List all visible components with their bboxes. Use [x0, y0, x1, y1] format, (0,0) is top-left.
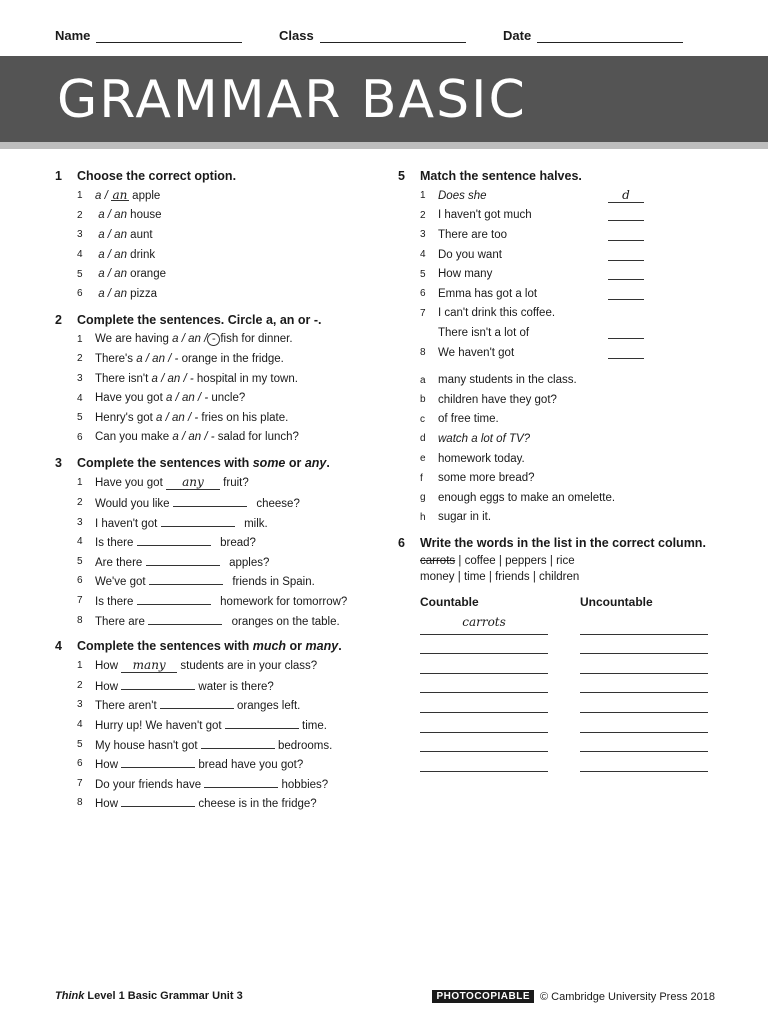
item-text: house: [126, 209, 162, 222]
item-number: 1: [77, 477, 83, 489]
list-item[interactable]: [55, 408, 385, 428]
item-number: 1: [77, 190, 83, 202]
item-text: There are: [95, 615, 149, 628]
item-number: 5: [77, 268, 83, 280]
option-text[interactable]: a / an: [98, 228, 127, 241]
answer-blank[interactable]: [608, 268, 644, 280]
option-text[interactable]: a / an: [98, 287, 127, 300]
item-text: homework for tomorrow?: [216, 595, 348, 608]
answer-line[interactable]: [580, 733, 708, 753]
separator: |: [532, 571, 536, 584]
item-text: I haven't got much: [438, 209, 532, 222]
list-item[interactable]: [55, 388, 385, 408]
answer-line[interactable]: [420, 654, 548, 674]
banner-strip: [0, 142, 768, 149]
exercise-1-heading: [55, 166, 385, 186]
answer-line[interactable]: [420, 733, 548, 753]
item-number: 4: [420, 249, 426, 261]
uncountable-header: Uncountable: [580, 595, 653, 610]
separator: |: [498, 555, 502, 568]
class-label: Class: [279, 28, 314, 43]
ending-item: [398, 508, 728, 528]
answer-blank[interactable]: [608, 229, 644, 241]
answer-blank[interactable]: [121, 756, 195, 768]
list-item: [55, 186, 385, 206]
answer-blank[interactable]: [121, 678, 195, 690]
item-letter: e: [420, 453, 426, 465]
answer-line[interactable]: [420, 693, 548, 713]
answer-blank[interactable]: [608, 327, 644, 339]
answer-many: many: [121, 659, 177, 673]
exercise-instruction: Match the sentence halves.: [420, 169, 582, 183]
item-number: 3: [420, 229, 426, 241]
item-text: students are in your class?: [177, 659, 318, 672]
answer-blank[interactable]: [146, 554, 220, 566]
answer-blank[interactable]: [137, 534, 211, 546]
item-text: cheese?: [253, 498, 300, 511]
class-blank[interactable]: [320, 29, 466, 43]
item-letter: c: [420, 413, 425, 425]
item-text: We are having: [95, 332, 173, 345]
footer-book-title: Think Level 1 Basic Grammar Unit 3: [55, 990, 243, 1002]
student-info-fields: [55, 28, 705, 46]
answer-line[interactable]: [420, 713, 548, 733]
item-text: oranges on the table.: [228, 615, 340, 628]
item-letter: h: [420, 511, 426, 523]
item-text: There isn't: [95, 372, 152, 385]
item-letter: g: [420, 492, 426, 504]
answer-blank[interactable]: [148, 613, 222, 625]
item-number: 1: [77, 660, 83, 672]
exercise-5: [398, 166, 728, 527]
answer-blank[interactable]: [173, 495, 247, 507]
item-text: How: [95, 759, 122, 772]
item-text: bread?: [216, 537, 256, 550]
list-item[interactable]: [55, 369, 385, 389]
item-number: 2: [420, 209, 426, 221]
item-text: There are too: [438, 228, 508, 241]
item-text: There isn't a lot of: [438, 326, 530, 339]
exercise-instruction: Choose the correct option.: [77, 169, 237, 183]
exercise-number: 2: [55, 312, 62, 327]
countable-header: Countable: [420, 595, 479, 610]
answer-blank[interactable]: [201, 737, 275, 749]
footer-copyright: [432, 990, 715, 1003]
item-number: 6: [77, 431, 83, 443]
answer-line[interactable]: [580, 635, 708, 655]
page-footer: [55, 990, 715, 1006]
answer-an: an: [112, 188, 128, 203]
item-number: 4: [77, 249, 83, 261]
answer-blank[interactable]: [149, 573, 223, 585]
name-field[interactable]: [55, 28, 242, 43]
ending-item: [398, 429, 728, 449]
answer-blank[interactable]: [137, 593, 211, 605]
answer-line[interactable]: [580, 752, 708, 772]
date-field[interactable]: [503, 28, 683, 43]
list-item[interactable]: [55, 245, 385, 265]
item-text: time.: [298, 719, 327, 732]
item-text: Henry's got: [95, 411, 156, 424]
item-text: cheese is in the fridge?: [195, 798, 317, 811]
item-text: Have you got: [95, 392, 166, 405]
exercise-instruction: Complete the sentences with much or many.: [77, 638, 342, 653]
list-item[interactable]: [55, 793, 385, 813]
item-text: children have they got?: [438, 393, 557, 406]
ending-item: [398, 449, 728, 469]
item-text: some more bread?: [438, 472, 535, 485]
answer-line[interactable]: [580, 713, 708, 733]
list-item: [55, 473, 385, 493]
item-number: 6: [77, 288, 83, 300]
item-number: 6: [420, 288, 426, 300]
option-text: a /: [95, 190, 111, 203]
answer-line[interactable]: [580, 615, 708, 635]
item-text: There's: [95, 352, 137, 365]
answer-blank[interactable]: [608, 209, 644, 221]
item-text: apple: [128, 190, 161, 203]
answer-line[interactable]: [580, 674, 708, 694]
answer-blank[interactable]: [204, 776, 278, 788]
word-item: time: [463, 571, 486, 584]
exercise-1: [55, 166, 385, 304]
item-number: 6: [77, 575, 83, 587]
countable-lines: [420, 615, 548, 772]
name-label: Name: [55, 28, 91, 43]
item-number: 7: [77, 594, 83, 606]
item-number: 2: [77, 497, 83, 509]
item-number: 6: [77, 758, 83, 770]
photocopiable-badge: PHOTOCOPIABLE: [432, 990, 534, 1003]
item-text: We haven't got: [438, 346, 515, 359]
item-text: fruit?: [219, 476, 249, 489]
item-text: many students in the class.: [438, 374, 577, 387]
item-number: 1: [420, 190, 426, 202]
item-text: Do you want: [438, 248, 502, 261]
list-item[interactable]: [55, 773, 385, 793]
list-item[interactable]: [55, 754, 385, 774]
item-text: oranges left.: [233, 700, 301, 713]
item-text: Do your friends have: [95, 778, 205, 791]
item-text: Emma has got a lot: [438, 287, 538, 300]
item-letter: a: [420, 374, 426, 386]
class-field[interactable]: [279, 28, 466, 43]
exercise-number: 1: [55, 169, 62, 183]
answer-line[interactable]: [420, 635, 548, 655]
answer-line[interactable]: [580, 693, 708, 713]
option-text[interactable]: a / an: [98, 248, 127, 261]
item-number: 1: [77, 333, 83, 345]
item-number: 2: [77, 209, 83, 221]
item-text: bedrooms.: [274, 739, 333, 752]
word-item: rice: [556, 555, 575, 568]
item-number: 4: [77, 718, 83, 730]
item-number: 8: [420, 347, 426, 359]
answer-line[interactable]: [420, 674, 548, 694]
list-item[interactable]: [55, 512, 385, 532]
item-number: 2: [77, 353, 83, 365]
item-text: enough eggs to make an omelette.: [438, 491, 616, 504]
word-item: children: [539, 571, 580, 584]
list-item[interactable]: [55, 225, 385, 245]
exercise-6: [398, 533, 728, 775]
separator: |: [488, 571, 492, 584]
list-item[interactable]: [55, 428, 385, 448]
item-text: milk.: [240, 517, 268, 530]
answer-blank[interactable]: [161, 515, 235, 527]
separator: |: [458, 555, 462, 568]
item-text: Would you like: [95, 498, 173, 511]
exercise-number: 4: [55, 638, 62, 653]
list-item[interactable]: [398, 206, 728, 226]
list-item[interactable]: [398, 225, 728, 245]
word-item: money: [420, 571, 455, 584]
item-number: 7: [420, 307, 426, 319]
answer-any: any: [166, 476, 220, 490]
item-text: I can't drink this coffee.: [438, 307, 556, 320]
exercise-5-heading: [398, 166, 728, 186]
item-text: water is there?: [195, 680, 274, 693]
uncountable-lines: [580, 615, 708, 772]
list-item: [55, 330, 385, 350]
right-column: [398, 166, 728, 775]
exercise-instruction: Complete the sentences with some or any.: [77, 456, 330, 471]
option-text: a / an /: [172, 332, 208, 345]
list-item[interactable]: [55, 206, 385, 226]
name-blank[interactable]: [96, 29, 242, 43]
list-item[interactable]: [55, 591, 385, 611]
item-text: Does she: [438, 189, 487, 202]
item-text: Can you make: [95, 431, 173, 444]
exercise-4-heading: [55, 636, 385, 656]
exercise-6-heading: [398, 533, 728, 553]
item-letter: f: [420, 472, 423, 484]
copyright-text: © Cambridge University Press 2018: [539, 990, 715, 1003]
option-text[interactable]: a / an: [98, 209, 127, 222]
list-item: [398, 304, 728, 324]
word-item: coffee: [464, 555, 496, 568]
item-number: 5: [77, 738, 83, 750]
exercise-number: 5: [398, 169, 405, 183]
item-number: 7: [77, 777, 83, 789]
item-text: How: [95, 798, 122, 811]
answer-d: d: [608, 189, 644, 203]
item-text: of free time.: [438, 413, 499, 426]
answer-blank[interactable]: [608, 288, 644, 300]
exercise-3-heading: [55, 453, 385, 473]
ending-item: [398, 488, 728, 508]
item-text: aunt: [126, 228, 153, 241]
word-list: [420, 553, 728, 585]
item-text: My house hasn't got: [95, 739, 201, 752]
item-text: salad for lunch?: [214, 431, 299, 444]
answer-blank[interactable]: [121, 795, 195, 807]
item-text: We've got: [95, 576, 149, 589]
exercise-3: [55, 453, 385, 630]
item-number: 8: [77, 797, 83, 809]
list-item[interactable]: [55, 734, 385, 754]
list-item[interactable]: [55, 532, 385, 552]
exercise-instruction: Write the words in the list in the correct column.: [420, 536, 706, 551]
item-text: Is there: [95, 537, 137, 550]
exercise-number: 6: [398, 536, 405, 551]
exercise-4: [55, 636, 385, 813]
list-item[interactable]: [55, 715, 385, 735]
list-item[interactable]: [55, 264, 385, 284]
list-item[interactable]: [55, 349, 385, 369]
exercise-2: [55, 310, 385, 448]
answer-blank[interactable]: [608, 347, 644, 359]
list-item: [55, 656, 385, 676]
item-text: sugar in it.: [438, 511, 492, 524]
option-text[interactable]: a / an / -: [165, 392, 209, 405]
separator: |: [457, 571, 461, 584]
word-item: friends: [495, 571, 530, 584]
item-text: apples?: [225, 556, 270, 569]
item-letter: d: [420, 433, 426, 445]
list-item[interactable]: [398, 343, 728, 363]
date-blank[interactable]: [537, 29, 683, 43]
item-text: Have you got: [95, 476, 166, 489]
separator: |: [549, 555, 553, 568]
list-item[interactable]: [398, 323, 728, 343]
item-letter: b: [420, 394, 426, 406]
item-number: 5: [77, 555, 83, 567]
exercise-number: 3: [55, 456, 62, 471]
word-item: peppers: [505, 555, 547, 568]
list-item: [398, 186, 728, 206]
item-text: How many: [438, 268, 493, 281]
item-text: Are there: [95, 556, 146, 569]
ending-item: [398, 390, 728, 410]
word-item: carrots: [420, 555, 456, 568]
item-text: How: [95, 659, 122, 672]
ending-item: [398, 410, 728, 430]
title-banner: [0, 56, 768, 142]
item-number: 4: [77, 536, 83, 548]
list-item[interactable]: [398, 284, 728, 304]
left-column: [55, 166, 385, 813]
item-text: watch a lot of TV?: [438, 432, 531, 445]
list-item[interactable]: [55, 552, 385, 572]
item-text: hobbies?: [278, 778, 329, 791]
item-text: pizza: [126, 287, 158, 300]
list-item[interactable]: [55, 695, 385, 715]
option-text[interactable]: a / an: [98, 268, 127, 281]
item-number: 8: [77, 614, 83, 626]
answer-line[interactable]: [420, 752, 548, 772]
item-text: fish for dinner.: [220, 332, 293, 345]
item-number: 5: [420, 268, 426, 280]
exercise-2-heading: [55, 310, 385, 330]
ending-item: [398, 370, 728, 390]
list-item[interactable]: [55, 610, 385, 630]
item-number: 3: [77, 699, 83, 711]
item-text: How: [95, 680, 122, 693]
answer-blank[interactable]: [608, 249, 644, 261]
list-item[interactable]: [398, 264, 728, 284]
item-text: There aren't: [95, 700, 160, 713]
item-text: uncle?: [208, 392, 246, 405]
option-text[interactable]: a / an / -: [172, 431, 215, 444]
item-number: 5: [77, 412, 83, 424]
answer-blank[interactable]: [160, 697, 234, 709]
date-label: Date: [503, 28, 532, 43]
circled-answer: -: [207, 333, 220, 346]
option-text[interactable]: a / an / -: [136, 352, 179, 365]
item-number: 4: [77, 392, 83, 404]
item-text: hospital in my town.: [193, 372, 298, 385]
item-text: orange in the fridge.: [178, 352, 284, 365]
list-item[interactable]: [398, 245, 728, 265]
item-text: I haven't got: [95, 517, 161, 530]
list-item[interactable]: [55, 675, 385, 695]
item-text: drink: [126, 248, 156, 261]
list-item[interactable]: [55, 571, 385, 591]
item-number: 3: [77, 516, 83, 528]
item-number: 3: [77, 373, 83, 385]
item-number: 3: [77, 229, 83, 241]
item-text: homework today.: [438, 452, 525, 465]
item-text: bread have you got?: [195, 759, 304, 772]
answer-blank[interactable]: [225, 717, 299, 729]
answer-line[interactable]: [580, 654, 708, 674]
item-number: 2: [77, 679, 83, 691]
item-text: friends in Spain.: [229, 576, 315, 589]
option-text[interactable]: a / an / -: [151, 372, 194, 385]
item-text: orange: [126, 268, 166, 281]
answer-carrots: carrots: [420, 615, 548, 635]
page-title: GRAMMAR BASIC: [57, 70, 527, 130]
item-text: fries on his plate.: [198, 411, 289, 424]
option-text[interactable]: a / an / -: [156, 411, 199, 424]
list-item[interactable]: [55, 284, 385, 304]
list-item[interactable]: [55, 493, 385, 513]
item-text: Is there: [95, 595, 137, 608]
sorting-columns: [420, 595, 728, 775]
item-text: Hurry up! We haven't got: [95, 719, 225, 732]
exercise-instruction: Complete the sentences. Circle a, an or -.: [77, 312, 322, 327]
ending-item: [398, 468, 728, 488]
